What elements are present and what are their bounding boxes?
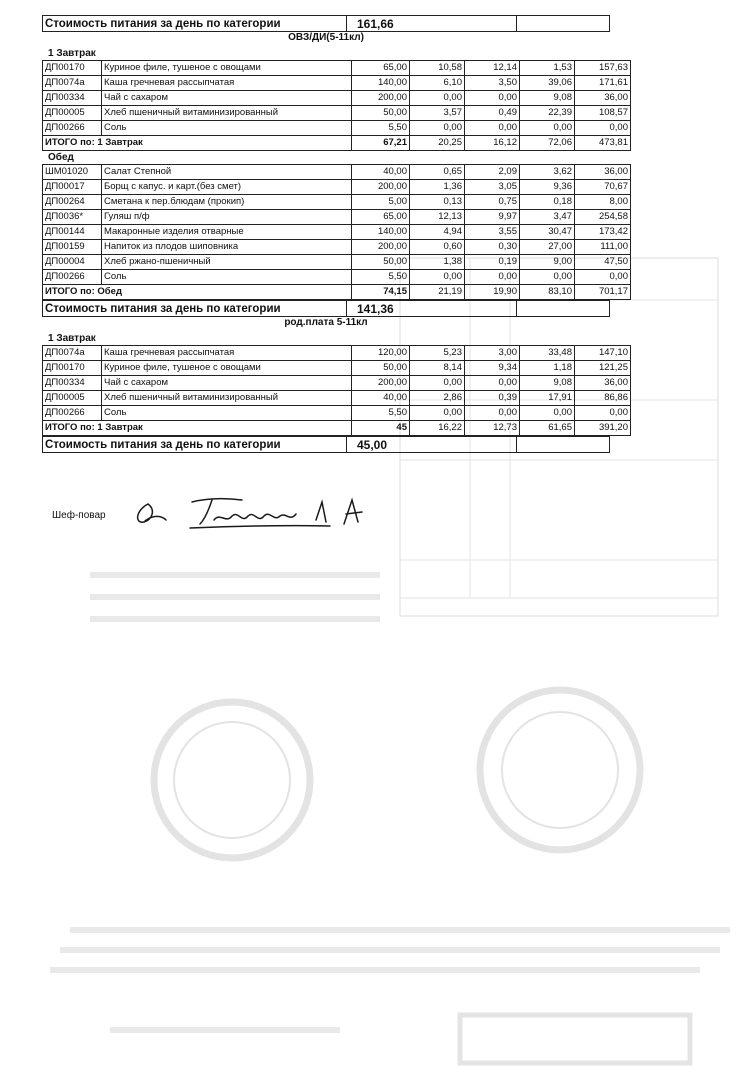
fats: 3,55 [465,225,520,240]
cost-value: 161,66 [347,16,517,32]
cost-label: Стоимость питания за день по категории [43,16,347,32]
calories: 171,61 [575,76,631,91]
portion-weight: 5,50 [352,270,410,285]
carbohydrates: 3,47 [520,210,575,225]
total-fats: 19,90 [465,285,520,300]
table-row [43,376,631,391]
dish-name: Салат Степной [102,165,352,180]
fats: 0,39 [465,391,520,406]
dish-code: ДП00017 [43,180,102,195]
fats: 9,97 [465,210,520,225]
dish-name: Борщ с капус. и карт.(без смет) [102,180,352,195]
calories: 47,50 [575,255,631,270]
table-row [43,180,631,195]
dish-name: Куриное филе, тушеное с овощами [102,61,352,76]
calories: 121,25 [575,361,631,376]
portion-weight: 65,00 [352,61,410,76]
fats: 0,00 [465,121,520,136]
dish-name: Каша гречневая рассыпчатая [102,346,352,361]
calories: 173,42 [575,225,631,240]
calories: 0,00 [575,406,631,421]
carbohydrates: 30,47 [520,225,575,240]
fats: 0,00 [465,91,520,106]
category-title: род.плата 5-11кл [284,317,368,328]
dish-name: Чай с сахаром [102,376,352,391]
proteins: 0,00 [410,376,465,391]
cost-blank [517,437,610,453]
carbohydrates: 9,08 [520,376,575,391]
table-row [43,210,631,225]
total-fats: 16,12 [465,136,520,151]
carbohydrates: 39,06 [520,76,575,91]
total-fats: 12,73 [465,421,520,436]
portion-weight: 40,00 [352,165,410,180]
portion-weight: 50,00 [352,361,410,376]
calories: 8,00 [575,195,631,210]
carbohydrates: 0,18 [520,195,575,210]
calories: 157,63 [575,61,631,76]
portion-weight: 200,00 [352,180,410,195]
table-row [43,391,631,406]
total-carbohydrates: 83,10 [520,285,575,300]
carbohydrates: 22,39 [520,106,575,121]
carbohydrates: 1,18 [520,361,575,376]
cost-blank [517,16,610,32]
table-row [43,225,631,240]
table-row [43,106,631,121]
table-row [43,361,631,376]
total-label: ИТОГО по: 1 Завтрак [43,136,352,151]
carbohydrates: 0,00 [520,121,575,136]
portion-weight: 50,00 [352,255,410,270]
table-row [43,91,631,106]
proteins: 0,65 [410,165,465,180]
cost-label: Стоимость питания за день по категории [43,437,347,453]
table-row [43,255,631,270]
proteins: 3,57 [410,106,465,121]
proteins: 0,00 [410,91,465,106]
proteins: 1,36 [410,180,465,195]
portion-weight: 200,00 [352,240,410,255]
portion-weight: 5,50 [352,406,410,421]
dish-code: ДП0074а [43,346,102,361]
dish-name: Каша гречневая рассыпчатая [102,76,352,91]
category-cost-header [42,300,610,317]
carbohydrates: 9,08 [520,91,575,106]
total-proteins: 20,25 [410,136,465,151]
carbohydrates: 33,48 [520,346,575,361]
proteins: 0,13 [410,195,465,210]
table-row [43,165,631,180]
portion-weight: 200,00 [352,91,410,106]
menu-sheet [42,15,628,453]
final-cost-row [42,436,610,453]
proteins: 4,94 [410,225,465,240]
calories: 36,00 [575,165,631,180]
dish-code: ДП00266 [43,406,102,421]
total-calories: 473,81 [575,136,631,151]
fats: 9,34 [465,361,520,376]
carbohydrates: 27,00 [520,240,575,255]
portion-weight: 120,00 [352,346,410,361]
table-row [43,76,631,91]
carbohydrates: 3,62 [520,165,575,180]
table-row [43,61,631,76]
total-calories: 701,17 [575,285,631,300]
fats: 3,00 [465,346,520,361]
table-row [43,270,631,285]
dish-code: ДП00334 [43,376,102,391]
dish-code: ДП00266 [43,270,102,285]
total-row [43,136,631,151]
calories: 0,00 [575,121,631,136]
dish-name: Хлеб ржано-пшеничный [102,255,352,270]
fats: 0,00 [465,376,520,391]
calories: 254,58 [575,210,631,225]
fats: 0,19 [465,255,520,270]
calories: 86,86 [575,391,631,406]
carbohydrates: 9,00 [520,255,575,270]
meal-table [42,164,631,300]
total-label: ИТОГО по: Обед [43,285,352,300]
dish-name: Хлеб пшеничный витаминизированный [102,106,352,121]
dish-code: ДП00005 [43,391,102,406]
meal-table [42,60,631,151]
cost-row [43,301,610,317]
dish-name: Напиток из плодов шиповника [102,240,352,255]
cost-blank [517,301,610,317]
total-carbohydrates: 61,65 [520,421,575,436]
calories: 70,67 [575,180,631,195]
dish-code: ДП00144 [43,225,102,240]
dish-name: Хлеб пшеничный витаминизированный [102,391,352,406]
dish-code: ДП0036* [43,210,102,225]
total-proteins: 16,22 [410,421,465,436]
dish-code: ДП00264 [43,195,102,210]
table-row [43,406,631,421]
fats: 0,30 [465,240,520,255]
dish-name: Сметана к пер.блюдам (прокип) [102,195,352,210]
proteins: 12,13 [410,210,465,225]
proteins: 8,14 [410,361,465,376]
dish-code: ДП0074а [43,76,102,91]
dish-code: ДП00004 [43,255,102,270]
chef-label: Шеф-повар [52,510,106,521]
fats: 0,00 [465,406,520,421]
proteins: 0,60 [410,240,465,255]
meal-title: 1 Завтрак [48,333,96,344]
total-weight: 67,21 [352,136,410,151]
portion-weight: 5,00 [352,195,410,210]
total-proteins: 21,19 [410,285,465,300]
dish-name: Чай с сахаром [102,91,352,106]
carbohydrates: 9,36 [520,180,575,195]
dish-code: ДП00266 [43,121,102,136]
fats: 0,49 [465,106,520,121]
carbohydrates: 17,91 [520,391,575,406]
fats: 0,75 [465,195,520,210]
total-weight: 45 [352,421,410,436]
proteins: 0,00 [410,270,465,285]
fats: 3,05 [465,180,520,195]
dish-name: Соль [102,270,352,285]
carbohydrates: 0,00 [520,406,575,421]
meal-table [42,345,631,436]
table-row [43,240,631,255]
dish-code: ДП00334 [43,91,102,106]
total-calories: 391,20 [575,421,631,436]
proteins: 10,58 [410,61,465,76]
calories: 108,57 [575,106,631,121]
carbohydrates: 1,53 [520,61,575,76]
fats: 12,14 [465,61,520,76]
portion-weight: 140,00 [352,225,410,240]
dish-code: ШМ01020 [43,165,102,180]
proteins: 0,00 [410,406,465,421]
fats: 0,00 [465,270,520,285]
calories: 36,00 [575,91,631,106]
dish-code: ДП00170 [43,61,102,76]
total-weight: 74,15 [352,285,410,300]
proteins: 2,86 [410,391,465,406]
carbohydrates: 0,00 [520,270,575,285]
cost-row [43,16,610,32]
table-row [43,195,631,210]
category-cost-header [42,15,610,32]
fats: 3,50 [465,76,520,91]
table-row [43,346,631,361]
dish-code: ДП00170 [43,361,102,376]
dish-name: Соль [102,121,352,136]
dish-name: Соль [102,406,352,421]
cost-row [43,437,610,453]
cost-label: Стоимость питания за день по категории [43,301,347,317]
dish-code: ДП00005 [43,106,102,121]
dish-name: Гуляш п/ф [102,210,352,225]
portion-weight: 5,50 [352,121,410,136]
calories: 0,00 [575,270,631,285]
dish-code: ДП00159 [43,240,102,255]
portion-weight: 65,00 [352,210,410,225]
calories: 36,00 [575,376,631,391]
meal-title: Обед [48,152,74,163]
meal-title: 1 Завтрак [48,48,96,59]
portion-weight: 50,00 [352,106,410,121]
category-title: ОВЗ/ДИ(5-11кл) [288,32,364,43]
handwritten-signature [130,490,390,536]
calories: 111,00 [575,240,631,255]
calories: 147,10 [575,346,631,361]
cost-value: 45,00 [347,437,517,453]
dish-name: Куриное филе, тушеное с овощами [102,361,352,376]
proteins: 0,00 [410,121,465,136]
total-row [43,285,631,300]
total-carbohydrates: 72,06 [520,136,575,151]
proteins: 1,38 [410,255,465,270]
cost-value: 141,36 [347,301,517,317]
proteins: 5,23 [410,346,465,361]
total-label: ИТОГО по: 1 Завтрак [43,421,352,436]
proteins: 6,10 [410,76,465,91]
table-row [43,121,631,136]
total-row [43,421,631,436]
portion-weight: 140,00 [352,76,410,91]
portion-weight: 40,00 [352,391,410,406]
dish-name: Макаронные изделия отварные [102,225,352,240]
fats: 2,09 [465,165,520,180]
portion-weight: 200,00 [352,376,410,391]
